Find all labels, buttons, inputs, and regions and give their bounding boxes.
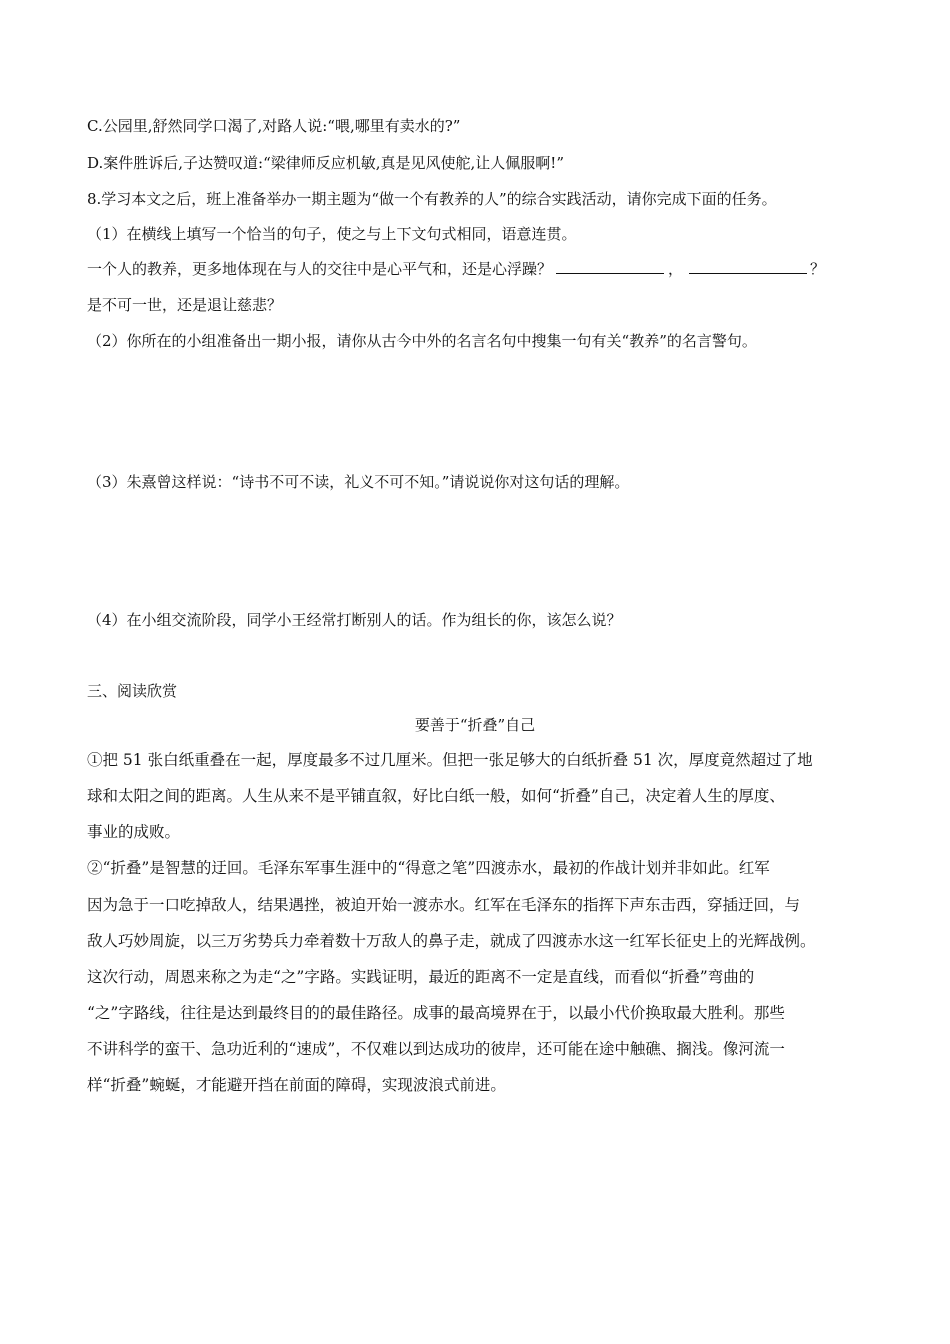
paragraph-1-line-1: ①把 51 张白纸重叠在一起，厚度最多不过几厘米。但把一张足够大的白纸折叠 51 次，厚度竟然超过了地 [87, 751, 813, 769]
answer-blank-2[interactable] [689, 259, 807, 274]
paragraph-2-line-5: “之”字路线，往往是达到最终目的的最佳路径。成事的最高境界在于，以最小代价换取最大胜利。那些 [87, 1004, 785, 1022]
option-d: D.案件胜诉后,子达赞叹道:“梁律师反应机敏,真是见风使舵,让人佩服啊!” [87, 154, 564, 172]
paragraph-1-line-2: 球和太阳之间的距离。人生从来不是平铺直叙，好比白纸一般，如何“折叠”自己，决定着人生的厚度、 [87, 787, 785, 805]
paragraph-1-line-3: 事业的成败。 [87, 823, 181, 841]
question-mark: ？ [810, 260, 826, 278]
question-8-part1-sentence [87, 259, 877, 281]
question-8-part4-prompt: （4）在小组交流阶段，同学小王经常打断别人的话。作为组长的你，该怎么说？ [87, 611, 622, 629]
paragraph-2-line-7: 样“折叠”蜿蜒，才能避开挡在前面的障碍，实现波浪式前进。 [87, 1076, 506, 1094]
question-8-stem: 8.学习本文之后，班上准备举办一期主题为“做一个有教养的人”的综合实践活动，请你完成下面的任务。 [87, 190, 777, 208]
question-8-part1-sentence-end: 是不可一世，还是退让慈悲？ [87, 296, 283, 314]
paragraph-2-line-2: 因为急于一口吃掉敌人，结果遇挫，被迫开始一渡赤水。红军在毛泽东的指挥下声东击西，穿插迂回，与 [87, 896, 801, 914]
option-c: C.公园里,舒然同学口渴了,对路人说:“喂,哪里有卖水的?” [87, 117, 461, 135]
section-heading: 三、阅读欣赏 [87, 682, 178, 700]
comma: ， [668, 260, 684, 278]
answer-blank-1[interactable] [556, 259, 664, 274]
paragraph-2-line-4: 这次行动，周恩来称之为走“之”字路。实践证明，最近的距离不一定是直线，而看似“折叠”弯曲的 [87, 968, 755, 986]
sentence-start: 一个人的教养，更多地体现在与人的交往中是心平气和，还是心浮躁？ [87, 260, 553, 278]
paragraph-2-line-1: ②“折叠”是智慧的迂回。毛泽东军事生涯中的“得意之笔”四渡赤水，最初的作战计划并非如此。红军 [87, 859, 770, 877]
question-8-part1-prompt: （1）在横线上填写一个恰当的句子，使之与上下文句式相同，语意连贯。 [87, 225, 577, 243]
paragraph-2-line-6: 不讲科学的蛮干、急功近利的“速成”，不仅难以到达成功的彼岸，还可能在途中触礁、搁浅。像河流一 [87, 1040, 785, 1058]
article-title: 要善于“折叠”自己 [414, 716, 536, 734]
question-8-part3-prompt: （3）朱熹曾这样说：“诗书不可不读，礼义不可不知。”请说说你对这句话的理解。 [87, 473, 630, 491]
paragraph-2-line-3: 敌人巧妙周旋，以三万劣势兵力牵着数十万敌人的鼻子走，就成了四渡赤水这一红军长征史上的光辉战例。 [87, 932, 816, 950]
question-8-part2-prompt: （2）你所在的小组准备出一期小报，请你从古今中外的名言名句中搜集一句有关“教养”的名言警句。 [87, 332, 757, 350]
